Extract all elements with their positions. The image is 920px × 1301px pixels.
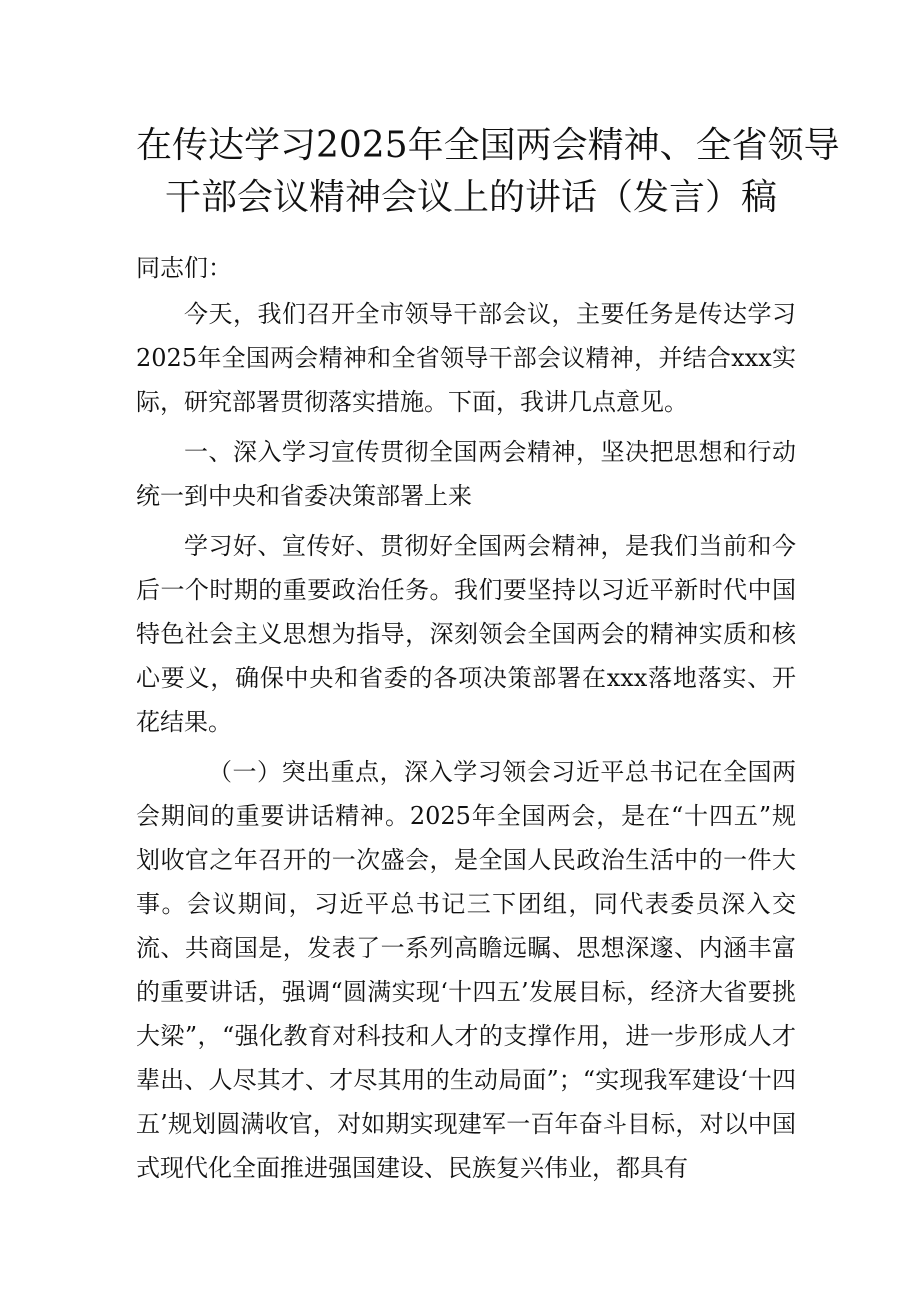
title-line-2: 干部会议精神会议上的讲话（发言）稿 xyxy=(164,177,777,218)
paragraph-subsection-1: （一）突出重点，深入学习领会习近平总书记在全国两会期间的重要讲话精神。2025年全国两会，是在“十四五”规划收官之年召开的一次盛会，是全国人民政治生活中的一件大事。会议期间，习近平总书记三下团组，同代表委员深入交流、共商国是，发表了一系列高瞻远瞩、思想深邃、内涵丰富的重要讲话，强调“圆满实现‘十四五’发展目标，经济大省要挑大梁”，“强化教育对科技和人才的支撑作用，进一步形成人才辈出、人尽其才、才尽其用的生动局面”；“实现我军建设‘十四五’规划圆满收官，对如期实现建军一百年奋斗目标，对以中国式现代化全面推进强国建设、民族复兴伟业，都具有 xyxy=(136,758,796,1182)
title-line-1: 在传达学习2025年全国两会精神、全省领导 xyxy=(136,125,840,166)
document-title xyxy=(136,120,840,224)
document-body xyxy=(136,246,796,1190)
paragraph-section-1-intro: 学习好、宣传好、贯彻好全国两会精神，是我们当前和今后一个时期的重要政治任务。我们要坚持以习近平新时代中国特色社会主义思想为指导，深刻领会全国两会的精神实质和核心要义，确保中央和省委的各项决策部署在xxx落地落实、开花结果。 xyxy=(136,532,796,736)
section-heading-1: 一、深入学习宣传贯彻全国两会精神，坚决把思想和行动统一到中央和省委决策部署上来 xyxy=(136,438,796,510)
salutation: 同志们： xyxy=(136,254,232,282)
document-page xyxy=(136,120,840,1196)
paragraph-opening: 今天，我们召开全市领导干部会议，主要任务是传达学习2025年全国两会精神和全省领导干部会议精神，并结合xxx实际，研究部署贯彻落实措施。下面，我讲几点意见。 xyxy=(136,300,796,416)
